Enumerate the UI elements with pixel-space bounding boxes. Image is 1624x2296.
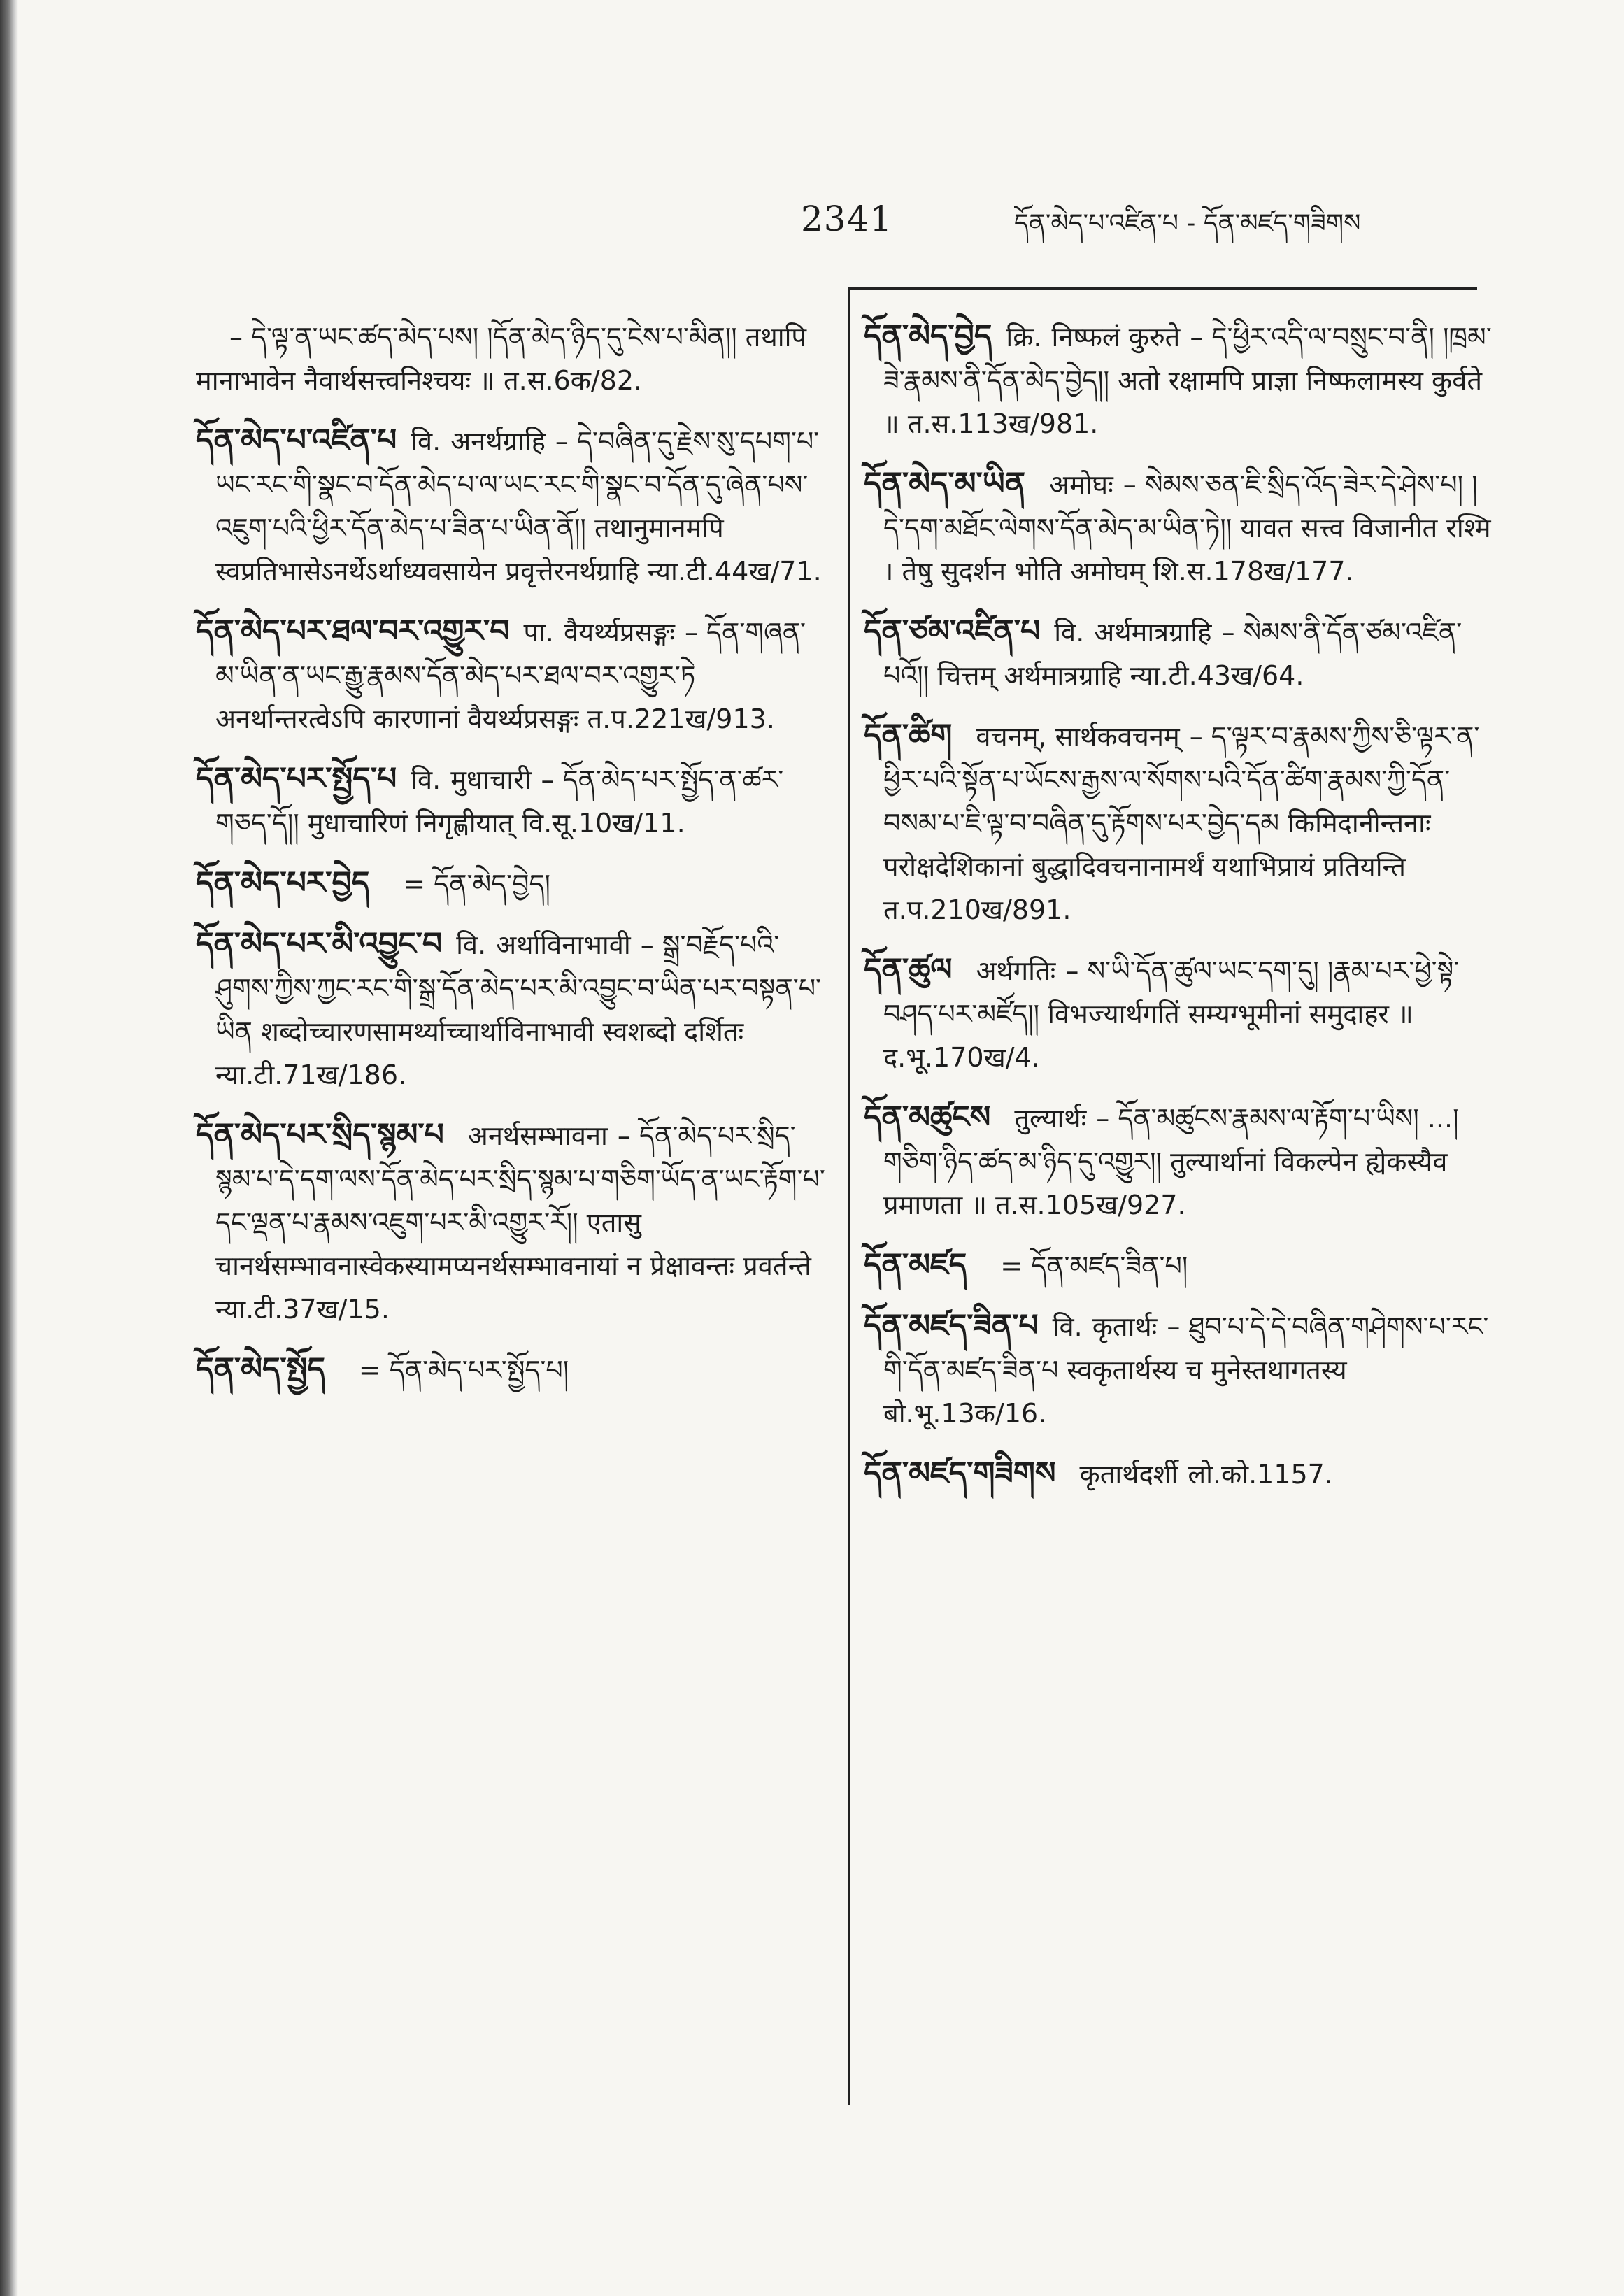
entry-headword: དོན་མཛད་ཟིན་པ	[864, 1308, 1039, 1343]
entry-grammar: वि.	[1052, 1311, 1083, 1342]
entry-headword: དོན་མེད་པར་བྱེད	[196, 865, 370, 901]
entry-grammar: क्रि.	[1006, 322, 1042, 352]
left-column	[196, 315, 825, 1409]
entry-sanskrit: तुल्यार्थः	[1014, 1103, 1087, 1134]
dictionary-entry	[196, 315, 825, 402]
entry-text: – ད་ལྟར་བ་རྣམས་ཀྱིས་ཅི་ལྟར་ན་ཕྱིར་པའི་སྟོན་པ་ཡོངས་རྒྱས་ལ་སོགས་པའི་དོན་ཚིག་རྣམས་ཀྱི་དོན་བསམ་པ་ཇི་ལྟ་བ་བཞིན་དུ་རྟོགས་པར་བྱེད་དམ किमिदानीन्तनाः परोक्षदेशिकानां बुद्धादिवचनानामर्थं यथाभिप्रायं प्रतियन्ति त.प.210ख/891.	[883, 721, 1480, 925]
dictionary-entry	[864, 1304, 1493, 1435]
entry-text: = དོན་མཛད་ཟིན་པ།	[1000, 1250, 1188, 1281]
dictionary-entry	[864, 610, 1493, 697]
entry-sanskrit: अर्थाविनाभावी	[496, 929, 631, 960]
entry-text: लो.को.1157.	[1188, 1459, 1333, 1490]
entry-grammar: वि.	[411, 764, 441, 795]
entry-headword: དོན་མེད་བྱེད	[864, 318, 992, 354]
entry-sanskrit: अनर्थग्राहि	[450, 426, 546, 457]
dictionary-entry	[864, 1452, 1493, 1496]
entry-headword: དོན་མེད་མ་ཡིན	[864, 466, 1026, 501]
book-spine-shadow	[0, 0, 18, 2296]
dictionary-entry	[196, 862, 825, 906]
entry-headword: དོན་མེད་པར་ཐལ་བར་འགྱུར་བ	[196, 613, 510, 649]
entry-headword: དོན་མེད་པར་མི་འབྱུང་བ	[196, 926, 443, 962]
dictionary-entry	[864, 1243, 1493, 1288]
entry-grammar: वि.	[456, 929, 487, 960]
dictionary-entry	[196, 419, 825, 593]
right-column	[864, 315, 1493, 1513]
entry-text: – སེམས་ཅན་ཇི་སྲིད་འོད་ཟེར་དེ་ཤེས་པ། །དེ་དག་མཐོང་ལེགས་དོན་མེད་མ་ཡིན་ཏེ།། यावत सत्त्व विजानीत रश्मि । तेषु सुदर्शन भोति अमोघम् शि.स.178ख/177.	[883, 469, 1491, 587]
entry-headword: དོན་མཚུངས	[864, 1099, 991, 1135]
running-head: དོན་མེད་པ་འཛིན་པ - དོན་མཛད་གཟིགས	[1014, 209, 1361, 238]
entry-text: – སེམས་ནི་དོན་ཙམ་འཛིན་པའོ།། चित्तम् अर्थमात्रग्राहि न्या.टी.43ख/64.	[883, 617, 1462, 691]
entry-text: = དོན་མེད་བྱེད།	[403, 869, 550, 899]
entry-sanskrit: अर्थमात्रग्राहि	[1094, 617, 1212, 648]
entry-text: – དེ་བཞིན་དུ་རྗེས་སུ་དཔག་པ་ཡང་རང་གི་སྣང་བ་དོན་མེད་པ་ལ་ཡང་རང་གི་སྣང་བ་དོན་དུ་ཞེན་པས་འཇུག་པའི་ཕྱིར་དོན་མེད་པ་ཟིན་པ་ཡིན་ནོ།། तथानुमानमपि स्वप्रतिभासेऽनर्थेऽर्थाध्यवसायेन प्रवृत्तेरनर्थग्राहि न्या.टी.44ख/71.	[215, 426, 822, 587]
entry-sanskrit: वचनम्, सार्थकवचनम्	[976, 721, 1180, 752]
entry-headword: དོན་མེད་པར་སྤྱོད་པ	[196, 761, 397, 797]
dictionary-entry	[196, 1113, 825, 1331]
dictionary-entry	[864, 948, 1493, 1079]
entry-sanskrit: कृतार्थः	[1092, 1311, 1158, 1342]
dictionary-entry	[196, 757, 825, 845]
page-number: 2341	[801, 199, 893, 239]
entry-headword: དོན་ཚིག	[864, 718, 953, 753]
dictionary-entry	[864, 462, 1493, 593]
entry-sanskrit: अमोघः	[1049, 469, 1113, 500]
entry-text: = དོན་མེད་པར་སྤྱོད་པ།	[358, 1355, 569, 1385]
entry-headword: དོན་ཙམ་འཛིན་པ	[864, 613, 1041, 649]
column-divider	[848, 290, 850, 2105]
entry-text: – དེ་ལྟ་ན་ཡང་ཚད་མེད་པས། །དོན་མེད་ཉིད་དུ་ངེས་པ་མིན།། तथापि मानाभावेन नैवार्थसत्त्वनिश्चयः ॥ त.स.6क/82.	[196, 322, 807, 396]
entry-text: – དེ་ཕྱིར་འདི་ལ་བསྲུང་བ་ནི། །ཁྲམ་ཟེ་རྣམས་ནི་དོན་མེད་བྱེད།། अतो रक्षामपि प्राज्ञा निष्फलामस्य कुर्वते ॥ त.स.113ख/981.	[883, 322, 1492, 439]
dictionary-entry	[864, 315, 1493, 445]
dictionary-entry	[196, 1348, 825, 1392]
entry-text: – ཐུབ་པ་དེ་དེ་བཞིན་གཤེགས་པ་རང་གི་དོན་མཛད་ཟིན་པ स्वकृतार्थस्य च मुनेस्तथागतस्य बो.भू.13क/16.	[883, 1311, 1489, 1429]
dictionary-entry	[196, 610, 825, 741]
entry-sanskrit: अर्थगतिः	[976, 955, 1056, 986]
entry-sanskrit: कृतार्थदर्शी	[1079, 1459, 1178, 1490]
dictionary-entry	[196, 922, 825, 1097]
entry-headword: དོན་མེད་པར་སྲིད་སྙམ་པ	[196, 1117, 444, 1153]
entry-sanskrit: निष्फलं कुरुते	[1051, 322, 1181, 352]
entry-text: – ས་ཡི་དོན་ཚུལ་ཡང་དག་དུ། །རྣམ་པར་ཕྱེ་སྟེ་བཤད་པར་མཛོད།། विभज्यार्थगतिं सम्यग्भूमीनां समुदाहर ॥ द.भू.170ख/4.	[883, 955, 1460, 1073]
entry-sanskrit: वैयर्थ्यप्रसङ्गः	[564, 617, 675, 648]
entry-grammar: पा.	[523, 617, 555, 648]
entry-headword: དོན་མེད་པ་འཛིན་པ	[196, 422, 397, 458]
entry-text: – སྒྲ་བརྗོད་པའི་ཤུགས་ཀྱིས་ཀྱང་རང་གི་སྒྲ་དོན་མེད་པར་མི་འབྱུང་བ་ཡིན་པར་བསྟན་པ་ཡིན शब्दोच्चारणसामर्थ्याच्चार्थाविनाभावी स्वशब्दो दर्शितः न्या.टी.71ख/186.	[215, 929, 822, 1090]
entry-grammar: वि.	[411, 426, 441, 457]
entry-text: – དོན་མེད་པར་སྤྱོད་ན་ཚར་གཅད་དོ།། मुधाचारिणं निगृह्णीयात् वि.सू.10ख/11.	[215, 764, 784, 839]
entry-sanskrit: मुधाचारी	[450, 764, 532, 795]
entry-headword: དོན་མཛད་གཟིགས	[864, 1455, 1056, 1491]
entry-headword: དོན་མེད་སྤྱོད	[196, 1351, 325, 1387]
entry-sanskrit: अनर्थसम्भावना	[467, 1120, 608, 1151]
entry-text: – དོན་མཚུངས་རྣམས་ལ་རྟོག་པ་ཡིས། ...།གཅིག་ཉིད་ཚད་མ་ཉིད་དུ་འགྱུར།། तुल्यार्थानां विकल्पेन ह्येकस्यैव प्रमाणता ॥ त.स.105ख/927.	[883, 1103, 1459, 1220]
entry-text: – དོན་གཞན་མ་ཡིན་ན་ཡང་རྒྱུ་རྣམས་དོན་མེད་པར་ཐལ་བར་འགྱུར་ཏེ अनर्थान्तरत्वेऽपि कारणानां वैयर्थ्यप्रसङ्गः त.प.221ख/913.	[215, 617, 806, 734]
dictionary-entry	[864, 1096, 1493, 1227]
entry-grammar: वि.	[1054, 617, 1085, 648]
entry-headword: དོན་ཚུལ	[864, 952, 953, 987]
dictionary-entry	[864, 714, 1493, 932]
entry-text: – དོན་མེད་པར་སྲིད་སྙམ་པ་དེ་དག་ལས་དོན་མེད་པར་སྲིད་སྙམ་པ་གཅིག་ཡོད་ན་ཡང་རྟོག་པ་དང་ལྡན་པ་རྣམས་འཇུག་པར་མི་འགྱུར་རོ།། एतासु चानर्थसम्भावनास्वेकस्यामप्यनर्थसम्भावनायां न प्रेक्षावन्तः प्रवर्तन्ते न्या.टी.37ख/15.	[215, 1120, 825, 1325]
header-rule	[848, 287, 1477, 290]
entry-headword: དོན་མཛད	[864, 1247, 967, 1283]
